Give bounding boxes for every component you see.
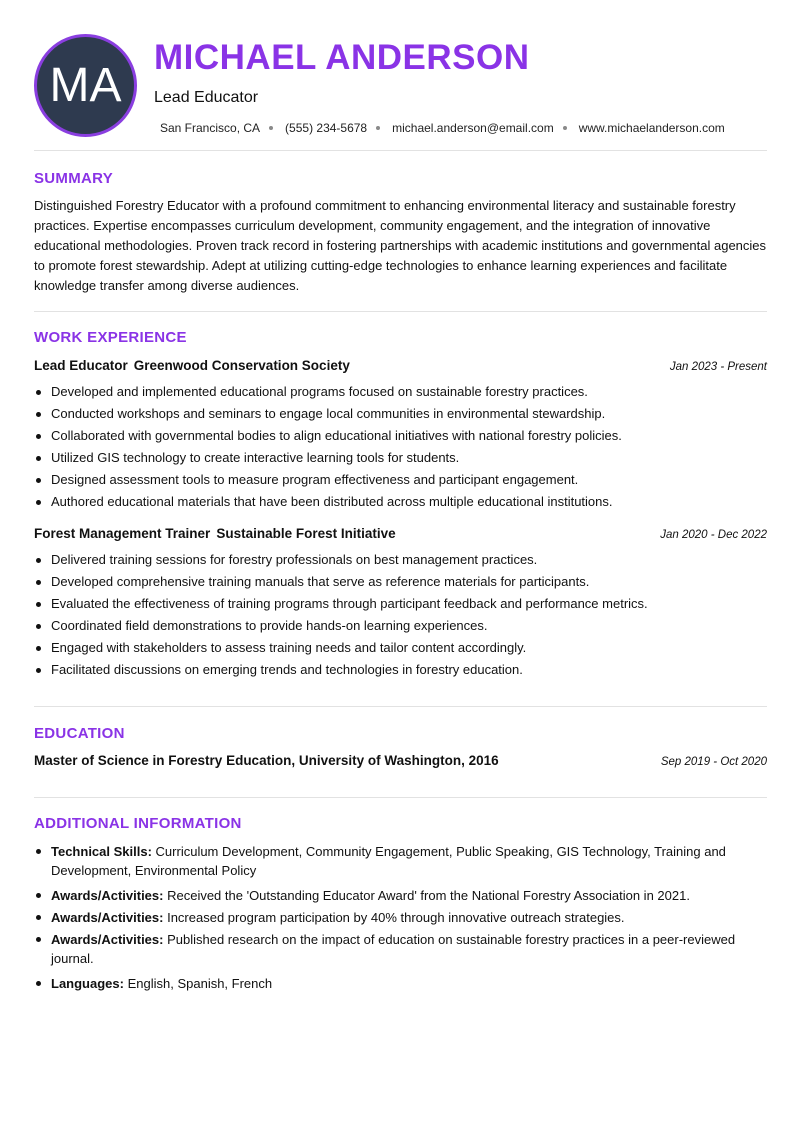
list-item: Conducted workshops and seminars to engage local communities in environmental stewardship.: [34, 405, 767, 427]
info-label: Awards/Activities:: [51, 932, 164, 947]
contact-location: San Francisco, CA: [160, 121, 261, 135]
summary-text: Distinguished Forestry Educator with a profound commitment to enhancing environmental literacy and sustainable forestry practices. Expertise encompasses curriculum development, community engagement, and the integration of innovative educational methodologies. Proven track record in fostering partnerships with academic institutions and governmental agencies to promote forest stewardship. Adept at utilizing cutting-edge technologies to enhance learning experiences and facilitate knowledge transfer among diverse audiences.: [34, 198, 767, 293]
info-text: Curriculum Development, Community Engagement, Public Speaking, GIS Technology, Training and Development, Environmental Policy: [51, 844, 726, 878]
candidate-name: MICHAEL ANDERSON: [154, 38, 530, 77]
contact-website[interactable]: www.michaelanderson.com: [578, 121, 725, 135]
list-item: Collaborated with governmental bodies to align educational initiatives with national forestry policies.: [34, 427, 767, 449]
list-item: Coordinated field demonstrations to provide hands-on learning experiences.: [34, 617, 767, 639]
list-item: [34, 930, 754, 968]
list-item: Engaged with stakeholders to assess training needs and tailor content accordingly.: [34, 639, 767, 661]
job-company: Sustainable Forest Initiative: [216, 526, 396, 541]
avatar-initials: MA: [49, 59, 122, 112]
job-position: Lead Educator: [34, 358, 128, 373]
divider: [34, 797, 767, 798]
list-item: Evaluated the effectiveness of training programs through participant feedback and performance metrics.: [34, 595, 767, 617]
work-experience-heading: WORK EXPERIENCE: [34, 329, 187, 346]
contact-phone: (555) 234-5678: [285, 121, 368, 135]
avatar: [34, 34, 137, 137]
list-item: Delivered training sessions for forestry professionals on best management practices.: [34, 551, 767, 573]
list-item: [34, 974, 754, 993]
resume-header: [0, 0, 800, 150]
divider: [34, 706, 767, 707]
job-dates: Jan 2023 - Present: [669, 361, 767, 373]
contact-bar: [160, 121, 725, 135]
list-item: Facilitated discussions on emerging trends and technologies in forestry education.: [34, 661, 767, 683]
job-bullet-list: [34, 551, 767, 683]
job-title-line: [34, 358, 767, 373]
separator-dot-icon: [563, 126, 567, 130]
education-dates: Sep 2019 - Oct 2020: [660, 756, 767, 768]
info-label: Awards/Activities:: [51, 910, 164, 925]
separator-dot-icon: [269, 126, 273, 130]
divider: [34, 150, 767, 151]
info-label: Awards/Activities:: [51, 888, 164, 903]
list-item: [34, 908, 754, 927]
additional-info-list: [34, 842, 754, 993]
additional-info-heading: ADDITIONAL INFORMATION: [34, 815, 242, 832]
contact-email[interactable]: michael.anderson@email.com: [392, 121, 554, 135]
info-text: Increased program participation by 40% through innovative outreach strategies.: [167, 910, 625, 925]
list-item: Developed comprehensive training manuals that serve as reference materials for participants.: [34, 573, 767, 595]
candidate-role: Lead Educator: [154, 89, 259, 106]
job-bullet-list: [34, 383, 767, 515]
list-item: Authored educational materials that have been distributed across multiple educational institutions.: [34, 493, 767, 515]
list-item: [34, 886, 754, 905]
info-label: Languages:: [51, 976, 124, 991]
info-label: Technical Skills:: [51, 844, 152, 859]
summary-heading: SUMMARY: [34, 170, 114, 187]
divider: [34, 311, 767, 312]
job-position: Forest Management Trainer: [34, 526, 211, 541]
list-item: Developed and implemented educational programs focused on sustainable forestry practices.: [34, 383, 767, 405]
job-title-line: [34, 526, 767, 541]
info-text: Published research on the impact of education on sustainable forestry practices in a peer-reviewed journal.: [51, 932, 736, 966]
list-item: [34, 842, 754, 880]
job-company: Greenwood Conservation Society: [133, 358, 350, 373]
list-item: Designed assessment tools to measure program effectiveness and participant engagement.: [34, 471, 767, 493]
education-degree: Master of Science in Forestry Education, University of Washington, 2016: [34, 753, 499, 768]
separator-dot-icon: [376, 126, 380, 130]
list-item: Utilized GIS technology to create interactive learning tools for students.: [34, 449, 767, 471]
education-heading: EDUCATION: [34, 725, 125, 742]
info-text: English, Spanish, French: [127, 976, 273, 991]
info-text: Received the 'Outstanding Educator Award' from the National Forestry Association in 2021.: [167, 888, 690, 903]
job-dates: Jan 2020 - Dec 2022: [660, 529, 767, 541]
